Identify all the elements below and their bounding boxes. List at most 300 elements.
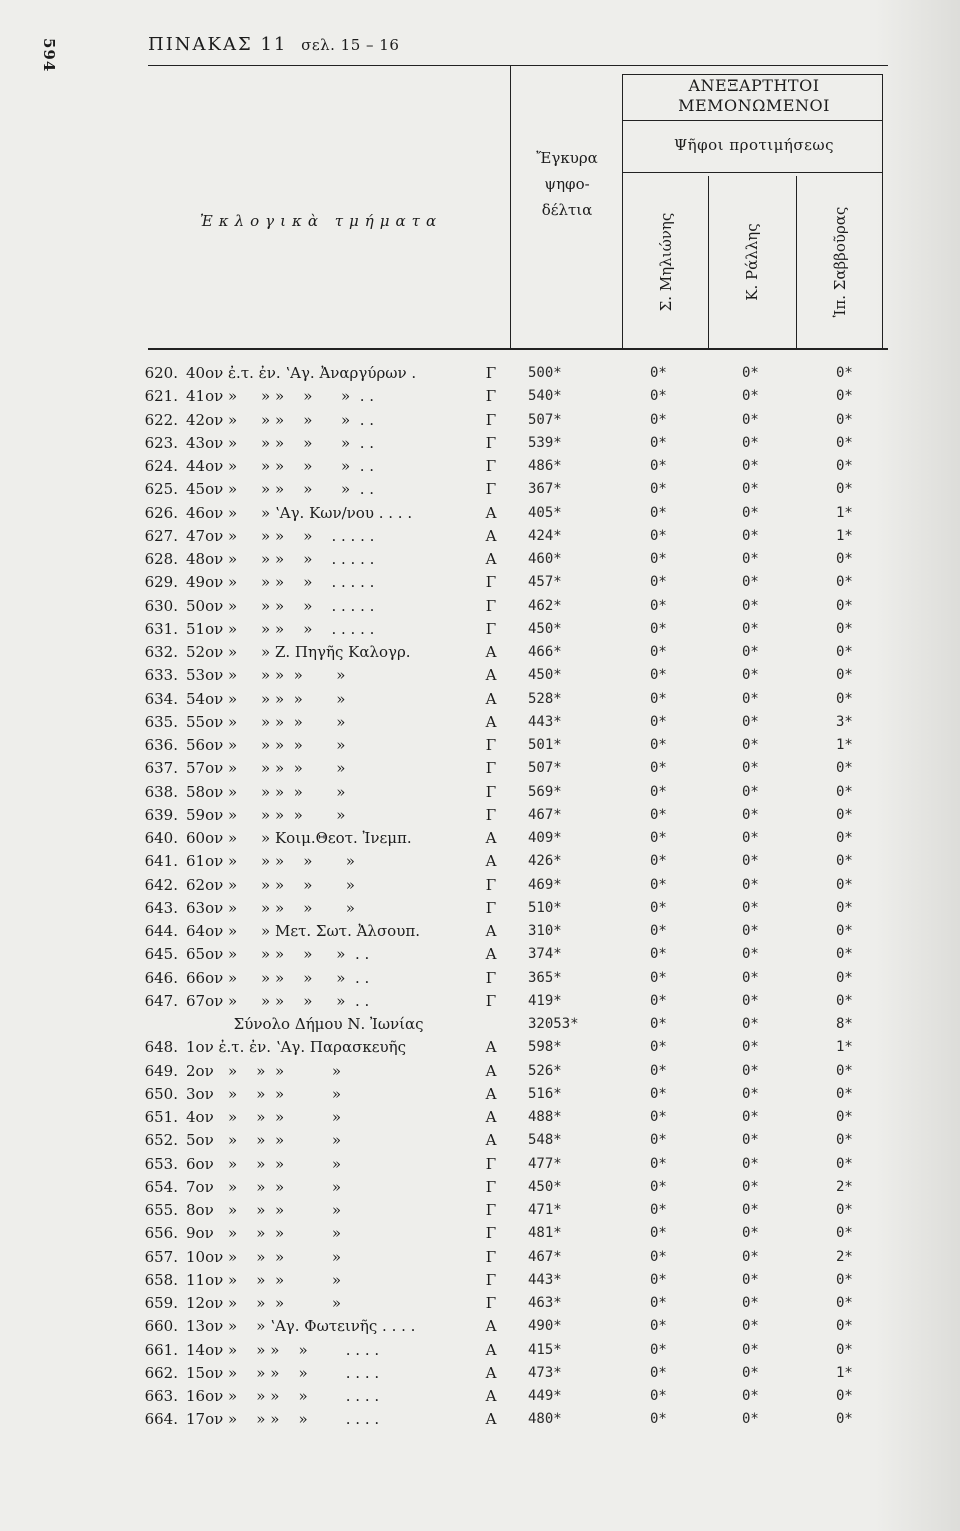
row-votes-rallis: 0*: [742, 1411, 759, 1428]
row-votes-rallis: 0*: [742, 620, 759, 637]
results-table-body: [0, 362, 960, 1432]
row-votes-milionis: 0*: [650, 411, 667, 428]
row-votes-milionis: 0*: [650, 830, 667, 846]
valid-header-line-3: δέλτια: [541, 201, 593, 219]
row-number: 652.: [144, 1131, 178, 1150]
row-section-name: 47ον » » » » . . . . .: [186, 526, 375, 545]
row-votes-milionis: 0*: [650, 1341, 667, 1358]
table-row: [0, 409, 960, 432]
table-row: [0, 1339, 960, 1362]
row-votes-savvouras: 0*: [836, 1225, 853, 1242]
row-number: 659.: [144, 1294, 178, 1312]
row-type: Γ: [485, 1247, 497, 1266]
row-number: 664.: [144, 1410, 178, 1429]
row-number: 656.: [144, 1224, 178, 1243]
row-section-name: 54ον » » » » »: [186, 689, 346, 708]
row-number: 632.: [144, 643, 178, 661]
row-votes-milionis: 0*: [650, 760, 667, 777]
row-section-name: 1ον ἐ.τ. ἐν. ʽΑγ. Παρασκευῆς: [186, 1038, 406, 1057]
row-valid-ballots: 477*: [528, 1155, 562, 1172]
table-row: [0, 1199, 960, 1222]
row-votes-rallis: 0*: [742, 504, 759, 521]
row-section-name: Σύνολο Δήμου Ν. Ἰωνίας: [186, 1015, 424, 1033]
row-number: 649.: [144, 1061, 178, 1080]
row-number: 663.: [144, 1387, 178, 1405]
table-subtitle: σελ. 15 – 16: [301, 36, 400, 54]
row-section-name: 64ον » » Μετ. Σωτ. Ἀλσουπ.: [186, 922, 420, 940]
table-row: [0, 1362, 960, 1385]
row-votes-milionis: 0*: [650, 1016, 667, 1032]
row-votes-milionis: 0*: [650, 1132, 667, 1149]
table-row: [0, 455, 960, 478]
row-number: 644.: [144, 922, 178, 940]
row-section-name: 53ον » » » » »: [186, 666, 346, 685]
row-number: 636.: [144, 736, 178, 754]
row-section-name: 10ον » » » »: [186, 1247, 342, 1266]
row-number: 646.: [144, 968, 178, 987]
independent-header: [628, 76, 880, 116]
row-type: Γ: [485, 991, 497, 1010]
row-type: Α: [485, 503, 497, 522]
row-section-name: 49ον » » » » . . . . .: [186, 573, 375, 592]
row-number: 626.: [144, 503, 178, 522]
row-number: 639.: [144, 805, 178, 824]
row-votes-milionis: 0*: [650, 923, 667, 939]
row-section-name: 8ον » » » »: [186, 1201, 341, 1219]
row-votes-savvouras: 2*: [836, 1248, 853, 1265]
row-number: 662.: [144, 1363, 178, 1382]
row-votes-savvouras: 0*: [836, 853, 853, 870]
row-valid-ballots: 540*: [528, 388, 562, 405]
row-type: Γ: [485, 1177, 497, 1196]
row-section-name: 58ον » » » » »: [186, 782, 346, 801]
table-row: [0, 990, 960, 1013]
row-valid-ballots: 526*: [528, 1062, 562, 1079]
row-section-name: 14ον » » » » . . . .: [186, 1340, 380, 1359]
header-bottom-rule: [148, 348, 888, 350]
row-valid-ballots: 409*: [528, 830, 562, 846]
row-votes-rallis: 0*: [742, 1132, 759, 1149]
row-section-name: 67ον » » » » » . .: [186, 991, 370, 1010]
row-valid-ballots: 488*: [528, 1109, 562, 1125]
row-votes-milionis: 0*: [650, 1271, 667, 1288]
row-number: 642.: [144, 875, 178, 894]
table-row: [0, 664, 960, 687]
table-row: [0, 757, 960, 780]
row-votes-milionis: 0*: [650, 992, 667, 1009]
row-votes-rallis: 0*: [742, 1016, 759, 1032]
row-section-name: 6ον » » » »: [186, 1154, 341, 1173]
table-row: [0, 525, 960, 548]
row-type: Γ: [485, 759, 497, 778]
row-valid-ballots: 374*: [528, 946, 562, 963]
row-votes-milionis: 0*: [650, 1388, 667, 1404]
row-section-name: 15ον » » » » . . . .: [186, 1363, 380, 1382]
table-row: [0, 502, 960, 525]
row-votes-savvouras: 0*: [836, 365, 853, 381]
row-section-name: 65ον » » » » » . .: [186, 945, 370, 964]
row-votes-savvouras: 1*: [836, 527, 853, 544]
row-valid-ballots: 539*: [528, 434, 562, 451]
row-section-name: 4ον » » » »: [186, 1108, 341, 1126]
row-votes-milionis: 0*: [650, 667, 667, 684]
row-votes-milionis: 0*: [650, 806, 667, 823]
row-votes-savvouras: 0*: [836, 760, 853, 777]
valid-header-line-1: Ἔγκυρα: [536, 149, 598, 167]
independent-header-line-2: ΜΕΜΟΝΩΜΕΝΟΙ: [678, 96, 830, 115]
independent-bottom-rule: [622, 120, 882, 121]
table-row: [0, 1060, 960, 1083]
table-row: [0, 1083, 960, 1106]
row-valid-ballots: 473*: [528, 1364, 562, 1381]
row-votes-rallis: 0*: [742, 923, 759, 939]
row-votes-savvouras: 0*: [836, 946, 853, 963]
candidate-header-2: Κ. Ράλλης: [743, 223, 761, 301]
row-section-name: 51ον » » » » . . . . .: [186, 619, 375, 638]
row-type: Γ: [485, 1294, 497, 1312]
row-valid-ballots: 469*: [528, 876, 562, 893]
row-votes-savvouras: 0*: [836, 574, 853, 591]
row-votes-savvouras: 0*: [836, 1388, 853, 1404]
row-votes-milionis: 0*: [650, 644, 667, 660]
row-type: Α: [485, 1108, 497, 1126]
row-votes-savvouras: 0*: [836, 1318, 853, 1335]
row-number: 620.: [144, 364, 178, 382]
row-votes-rallis: 0*: [742, 946, 759, 963]
row-votes-rallis: 0*: [742, 737, 759, 753]
row-votes-milionis: 0*: [650, 946, 667, 963]
table-row: [0, 897, 960, 920]
row-section-name: 41ον » » » » » . .: [186, 387, 375, 406]
row-votes-rallis: 0*: [742, 1062, 759, 1079]
row-section-name: 52ον » » Ζ. Πηγῆς Καλογρ.: [186, 643, 411, 661]
row-section-name: 66ον » » » » » . .: [186, 968, 370, 987]
independent-top-rule: [622, 74, 882, 75]
row-votes-savvouras: 0*: [836, 1155, 853, 1172]
divider-candidate-2: [796, 176, 797, 348]
row-valid-ballots: 467*: [528, 806, 562, 823]
row-type: Α: [485, 1387, 497, 1405]
row-votes-rallis: 0*: [742, 969, 759, 986]
row-votes-savvouras: 0*: [836, 1271, 853, 1288]
row-votes-savvouras: 0*: [836, 899, 853, 916]
row-section-name: 7ον » » » »: [186, 1177, 341, 1196]
row-votes-milionis: 0*: [650, 1202, 667, 1218]
row-section-name: 48ον » » » » . . . . .: [186, 550, 375, 568]
row-type: Α: [485, 1363, 497, 1382]
row-votes-milionis: 0*: [650, 1364, 667, 1381]
row-votes-milionis: 0*: [650, 1155, 667, 1172]
row-valid-ballots: 419*: [528, 992, 562, 1009]
row-number: 622.: [144, 410, 178, 429]
table-row: [0, 781, 960, 804]
candidate-header-3: Ἱπ. Σαββοῦρας: [831, 206, 849, 318]
row-votes-milionis: 0*: [650, 527, 667, 544]
row-valid-ballots: 365*: [528, 969, 562, 986]
row-votes-rallis: 0*: [742, 853, 759, 870]
row-valid-ballots: 443*: [528, 1271, 562, 1288]
row-section-name: 13ον » » ʽΑγ. Φωτεινῆς . . . .: [186, 1317, 416, 1336]
row-valid-ballots: 500*: [528, 365, 562, 381]
row-valid-ballots: 450*: [528, 667, 562, 684]
valid-ballots-header: [512, 145, 622, 223]
row-number: 623.: [144, 433, 178, 452]
row-type: Γ: [485, 619, 497, 638]
row-valid-ballots: 598*: [528, 1039, 562, 1056]
row-votes-rallis: 0*: [742, 1155, 759, 1172]
row-votes-savvouras: 0*: [836, 1295, 853, 1311]
row-valid-ballots: 548*: [528, 1132, 562, 1149]
row-type: Γ: [485, 387, 497, 406]
row-section-name: 44ον » » » » » . .: [186, 457, 375, 475]
row-type: Γ: [485, 480, 497, 499]
row-votes-savvouras: 1*: [836, 737, 853, 753]
row-type: Α: [485, 643, 497, 661]
row-votes-savvouras: 8*: [836, 1016, 853, 1032]
row-number: 630.: [144, 596, 178, 615]
row-votes-savvouras: 0*: [836, 597, 853, 614]
sections-header: Ἐκλογικὰ τμήματα: [200, 212, 443, 230]
table-row: [0, 1315, 960, 1338]
table-row: [0, 571, 960, 594]
row-type: Α: [485, 922, 497, 940]
row-votes-milionis: 0*: [650, 899, 667, 916]
row-section-name: 46ον » » ʽΑγ. Κων/νου . . . .: [186, 503, 413, 522]
table-row: [0, 548, 960, 571]
row-votes-rallis: 0*: [742, 551, 759, 567]
row-type: Α: [485, 945, 497, 964]
row-valid-ballots: 450*: [528, 1178, 562, 1195]
row-votes-rallis: 0*: [742, 1388, 759, 1404]
table-row: [0, 920, 960, 943]
row-votes-rallis: 0*: [742, 574, 759, 591]
row-votes-rallis: 0*: [742, 876, 759, 893]
row-valid-ballots: 424*: [528, 527, 562, 544]
row-number: 634.: [144, 689, 178, 708]
row-valid-ballots: 450*: [528, 620, 562, 637]
row-votes-savvouras: 0*: [836, 690, 853, 707]
row-valid-ballots: 510*: [528, 899, 562, 916]
table-row: [0, 1106, 960, 1129]
row-valid-ballots: 310*: [528, 923, 562, 939]
row-number: 655.: [144, 1201, 178, 1219]
row-type: Γ: [485, 805, 497, 824]
row-section-name: 60ον » » Κοιμ.Θεοτ. Ἰνεμπ.: [186, 829, 412, 847]
row-type: Γ: [485, 410, 497, 429]
page-number: 594: [40, 38, 58, 73]
row-type: Γ: [485, 1270, 497, 1289]
row-votes-rallis: 0*: [742, 806, 759, 823]
row-type: Α: [485, 1061, 497, 1080]
row-valid-ballots: 457*: [528, 574, 562, 591]
row-votes-rallis: 0*: [742, 1225, 759, 1242]
row-votes-savvouras: 0*: [836, 806, 853, 823]
row-votes-savvouras: 0*: [836, 434, 853, 451]
row-type: Α: [485, 852, 497, 871]
table-row: [0, 804, 960, 827]
row-votes-rallis: 0*: [742, 1341, 759, 1358]
row-valid-ballots: 481*: [528, 1225, 562, 1242]
row-section-name: 45ον » » » » » . .: [186, 480, 375, 499]
row-votes-rallis: 0*: [742, 1364, 759, 1381]
row-votes-savvouras: 0*: [836, 923, 853, 939]
row-votes-rallis: 0*: [742, 434, 759, 451]
row-votes-milionis: 0*: [650, 1411, 667, 1428]
row-type: Γ: [485, 1154, 497, 1173]
row-valid-ballots: 426*: [528, 853, 562, 870]
row-valid-ballots: 367*: [528, 481, 562, 498]
row-votes-milionis: 0*: [650, 1225, 667, 1242]
row-type: Α: [485, 689, 497, 708]
table-row: [0, 1292, 960, 1315]
row-section-name: 42ον » » » » » . .: [186, 410, 375, 429]
table-row: [0, 595, 960, 618]
divider-sections-valid: [510, 66, 511, 348]
row-votes-rallis: 0*: [742, 1295, 759, 1311]
row-votes-rallis: 0*: [742, 458, 759, 474]
row-votes-milionis: 0*: [650, 853, 667, 870]
row-valid-ballots: 462*: [528, 597, 562, 614]
table-row: [0, 1129, 960, 1152]
row-votes-milionis: 0*: [650, 1109, 667, 1125]
row-votes-milionis: 0*: [650, 1062, 667, 1079]
row-votes-rallis: 0*: [742, 713, 759, 730]
row-votes-rallis: 0*: [742, 760, 759, 777]
row-type: Α: [485, 1038, 497, 1057]
row-number: 628.: [144, 550, 178, 568]
row-section-name: 50ον » » » » . . . . .: [186, 596, 375, 615]
row-section-name: 57ον » » » » »: [186, 759, 346, 778]
divider-candidate-1: [708, 176, 709, 348]
row-votes-rallis: 0*: [742, 365, 759, 381]
row-number: 650.: [144, 1084, 178, 1103]
divider-candidates-right: [882, 74, 883, 348]
row-number: 657.: [144, 1247, 178, 1266]
row-votes-savvouras: 0*: [836, 644, 853, 660]
row-votes-rallis: 0*: [742, 690, 759, 707]
row-section-name: 40ον ἐ.τ. ἐν. ʽΑγ. Ἀναργύρων .: [186, 364, 417, 382]
row-type: Γ: [485, 1224, 497, 1243]
row-number: 651.: [144, 1108, 178, 1126]
row-votes-savvouras: 0*: [836, 969, 853, 986]
row-votes-savvouras: 2*: [836, 1178, 853, 1195]
row-type: Γ: [485, 573, 497, 592]
row-votes-rallis: 0*: [742, 388, 759, 405]
row-type: Γ: [485, 782, 497, 801]
row-votes-savvouras: 3*: [836, 713, 853, 730]
table-row: [0, 967, 960, 990]
row-section-name: 43ον » » » » » . .: [186, 433, 375, 452]
row-type: Α: [485, 666, 497, 685]
row-votes-rallis: 0*: [742, 783, 759, 800]
row-votes-savvouras: 0*: [836, 876, 853, 893]
row-valid-ballots: 32053*: [528, 1016, 579, 1032]
row-valid-ballots: 449*: [528, 1388, 562, 1404]
row-votes-rallis: 0*: [742, 830, 759, 846]
table-row: [0, 711, 960, 734]
table-row: [0, 688, 960, 711]
row-votes-rallis: 0*: [742, 1271, 759, 1288]
row-votes-milionis: 0*: [650, 481, 667, 498]
row-votes-milionis: 0*: [650, 1318, 667, 1335]
row-votes-milionis: 0*: [650, 388, 667, 405]
row-section-name: 63ον » » » » »: [186, 898, 355, 917]
candidate-header-1: Σ. Μηλιώνης: [657, 212, 675, 312]
row-votes-milionis: 0*: [650, 620, 667, 637]
table-row: [0, 385, 960, 408]
row-votes-savvouras: 0*: [836, 667, 853, 684]
row-type: Γ: [485, 736, 497, 754]
row-number: 641.: [144, 852, 178, 871]
row-votes-savvouras: 0*: [836, 830, 853, 846]
table-row: [0, 641, 960, 664]
row-number: 637.: [144, 759, 178, 778]
row-valid-ballots: 467*: [528, 1248, 562, 1265]
table-row: [0, 943, 960, 966]
row-number: 647.: [144, 991, 178, 1010]
row-valid-ballots: 471*: [528, 1202, 562, 1218]
table-row: [0, 1222, 960, 1245]
table-row: [0, 1176, 960, 1199]
table-row: [0, 850, 960, 873]
row-valid-ballots: 501*: [528, 737, 562, 753]
row-number: 645.: [144, 945, 178, 964]
row-votes-savvouras: 0*: [836, 783, 853, 800]
row-type: Α: [485, 550, 497, 568]
row-section-name: 12ον » » » »: [186, 1294, 342, 1312]
table-row: [0, 827, 960, 850]
row-votes-savvouras: 1*: [836, 1039, 853, 1056]
row-number: 660.: [144, 1317, 178, 1336]
row-votes-milionis: 0*: [650, 434, 667, 451]
row-number: 624.: [144, 457, 178, 475]
row-valid-ballots: 443*: [528, 713, 562, 730]
row-valid-ballots: 516*: [528, 1085, 562, 1102]
row-number: 631.: [144, 619, 178, 638]
row-votes-rallis: 0*: [742, 481, 759, 498]
row-type: Γ: [485, 898, 497, 917]
header-top-rule: [148, 65, 888, 66]
row-votes-rallis: 0*: [742, 1318, 759, 1335]
table-row: [0, 1246, 960, 1269]
table-row: [0, 618, 960, 641]
row-votes-milionis: 0*: [650, 574, 667, 591]
row-valid-ballots: 460*: [528, 551, 562, 567]
row-type: Α: [485, 1131, 497, 1150]
row-votes-savvouras: 0*: [836, 1062, 853, 1079]
row-votes-milionis: 0*: [650, 458, 667, 474]
row-votes-rallis: 0*: [742, 1109, 759, 1125]
row-number: 627.: [144, 526, 178, 545]
table-row: [0, 734, 960, 757]
row-votes-milionis: 0*: [650, 1248, 667, 1265]
row-votes-savvouras: 0*: [836, 1411, 853, 1428]
row-number: 643.: [144, 898, 178, 917]
row-votes-milionis: 0*: [650, 1085, 667, 1102]
row-votes-savvouras: 0*: [836, 992, 853, 1009]
row-type: Γ: [485, 1201, 497, 1219]
row-votes-rallis: 0*: [742, 1202, 759, 1218]
table-title: [148, 34, 399, 55]
row-type: Γ: [485, 968, 497, 987]
row-votes-milionis: 0*: [650, 551, 667, 567]
row-type: Γ: [485, 433, 497, 452]
row-type: Α: [485, 1084, 497, 1103]
row-votes-milionis: 0*: [650, 690, 667, 707]
row-valid-ballots: 528*: [528, 690, 562, 707]
table-row: [0, 1036, 960, 1059]
row-votes-savvouras: 0*: [836, 481, 853, 498]
